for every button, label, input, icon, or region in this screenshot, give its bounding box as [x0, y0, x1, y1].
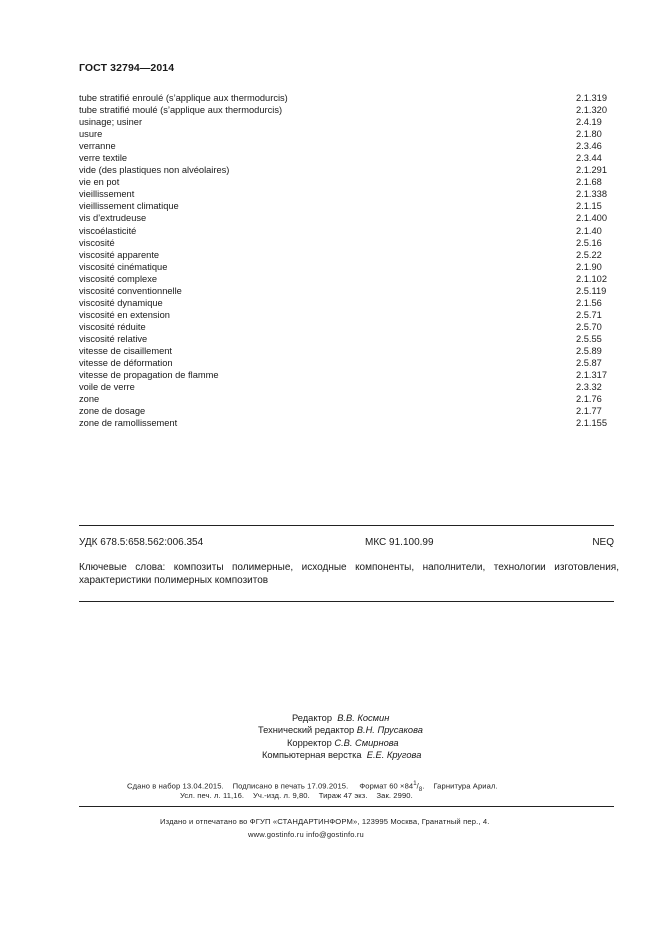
index-term: viscosité relative: [79, 333, 148, 344]
index-entry: [79, 417, 612, 429]
index-entry: [79, 116, 612, 128]
credit-tech-editor: Технический редактор В.Н. Прусакова: [258, 725, 423, 736]
credit-editor: Редактор В.В. Космин: [292, 713, 390, 723]
credit-layout: Компьютерная верстка Е.Е. Кругова: [262, 749, 422, 760]
index-ref: 2.1.56: [576, 297, 602, 308]
index-ref: 2.1.40: [576, 225, 602, 236]
index-ref: 2.1.102: [576, 273, 608, 284]
index-ref: 2.5.16: [576, 237, 602, 248]
index-entry: [79, 176, 612, 188]
index-ref: 2.3.44: [576, 153, 602, 164]
print-info-line-1: Сдано в набор 13.04.2015. Подписано в печать 17.09.2015. Формат $60 \times 84^1/_8$. Гарнитура Ариал.: [127, 781, 498, 794]
index-entry: [79, 164, 612, 176]
term-index-list: [79, 92, 612, 429]
index-ref: 2.1.319: [576, 93, 608, 103]
index-ref: 2.4.19: [576, 117, 602, 128]
index-ref: 2.5.70: [576, 321, 602, 332]
index-ref: 2.1.291: [576, 165, 608, 176]
index-term: vitesse de cisaillement: [79, 345, 173, 356]
index-term: vide (des plastiques non alvéolaires): [79, 165, 230, 176]
index-ref: 2.1.338: [576, 189, 608, 200]
index-entry: [79, 273, 612, 285]
index-term: verranne: [79, 141, 116, 152]
index-entry: [79, 285, 612, 297]
index-ref: 2.1.68: [576, 177, 602, 188]
index-term: vieillissement: [79, 189, 135, 200]
index-term: viscosité conventionnelle: [79, 285, 182, 296]
index-term: viscosité en extension: [79, 309, 170, 320]
index-entry: [79, 297, 612, 309]
divider-bottom: [79, 806, 614, 807]
index-ref: 2.5.87: [576, 358, 602, 369]
index-entry: [79, 405, 612, 417]
credit-corrector: Корректор С.В. Смирнова: [287, 737, 399, 748]
index-ref: 2.1.80: [576, 129, 602, 140]
index-entry: [79, 357, 612, 369]
index-entry: [79, 249, 612, 261]
index-entry: [79, 393, 612, 405]
index-ref: 2.1.155: [576, 418, 608, 429]
index-ref: 2.5.22: [576, 249, 602, 260]
index-term: viscoélasticité: [79, 225, 137, 236]
index-ref: 2.1.90: [576, 261, 602, 272]
index-term: usure: [79, 129, 103, 140]
index-term: viscosité dynamique: [79, 297, 163, 308]
index-term: vieillissement climatique: [79, 201, 179, 212]
index-entry: [79, 333, 612, 345]
index-ref: 2.1.76: [576, 394, 602, 405]
index-term: zone de dosage: [79, 406, 146, 417]
index-entry: [79, 237, 612, 249]
equivalence-code: NEQ: [592, 537, 614, 548]
index-term: vie en pot: [79, 177, 120, 188]
index-term: tube stratifié moulé (s’applique aux thermodurcis): [79, 105, 283, 116]
index-entry: [79, 212, 612, 224]
index-term: vitesse de propagation de flamme: [79, 370, 219, 381]
mks-code: МКС 91.100.99: [365, 537, 434, 548]
index-term: viscosité réduite: [79, 321, 146, 332]
index-ref: 2.1.317: [576, 370, 608, 381]
index-term: voile de verre: [79, 382, 135, 393]
index-entry: [79, 188, 612, 200]
udk-code: УДК 678.5:658.562:006.354: [79, 537, 204, 548]
publisher-address: Издано и отпечатано во ФГУП «СТАНДАРТИНФОРМ», 123995 Москва, Гранатный пер., 4.: [160, 817, 490, 826]
index-entry: [79, 261, 612, 273]
index-ref: 2.5.55: [576, 333, 602, 344]
index-term: viscosité cinématique: [79, 261, 168, 272]
index-ref: 2.1.400: [576, 213, 608, 224]
index-entry: [79, 152, 612, 164]
index-term: viscosité: [79, 237, 115, 248]
index-entry: [79, 128, 612, 140]
index-entry: [79, 369, 612, 381]
index-ref: 2.3.46: [576, 141, 602, 152]
index-ref: 2.3.32: [576, 382, 602, 393]
index-term: viscosité apparente: [79, 249, 160, 260]
index-ref: 2.1.320: [576, 105, 608, 116]
index-ref: 2.1.15: [576, 201, 602, 212]
page-header-title: ГОСТ 32794—2014: [79, 62, 175, 74]
index-term: zone de ramollissement: [79, 418, 178, 429]
index-term: verre textile: [79, 153, 128, 164]
index-entry: [79, 225, 612, 237]
index-term: viscosité complexe: [79, 273, 158, 284]
index-ref: 2.5.119: [576, 285, 607, 296]
print-info-line-2: Усл. печ. л. 11,16. Уч.-изд. л. 9,80. Тираж 47 экз. Зак. 2990.: [180, 791, 413, 800]
index-term: vitesse de déformation: [79, 358, 173, 369]
index-entry: [79, 321, 612, 333]
index-term: zone: [79, 394, 100, 405]
divider-keywords: [79, 601, 614, 602]
index-entry: [79, 345, 612, 357]
index-term: vis d’extrudeuse: [79, 213, 147, 224]
index-term: usinage; usiner: [79, 117, 143, 128]
index-ref: 2.5.89: [576, 345, 602, 356]
index-ref: 2.5.71: [576, 309, 602, 320]
keywords-text: Ключевые слова: композиты полимерные, исходные компоненты, наполнители, технологии изготовления, характеристики полимерных композитов: [79, 562, 619, 586]
index-ref: 2.1.77: [576, 406, 602, 417]
publisher-contacts: www.gostinfo.ru info@gostinfo.ru: [248, 830, 364, 839]
index-entry: [79, 92, 612, 104]
index-entry: [79, 309, 612, 321]
index-entry: [79, 200, 612, 212]
index-entry: [79, 381, 612, 393]
index-entry: [79, 104, 612, 116]
index-term: tube stratifié enroulé (s’applique aux thermodurcis): [79, 93, 288, 103]
index-entry: [79, 140, 612, 152]
divider-top: [79, 525, 614, 526]
